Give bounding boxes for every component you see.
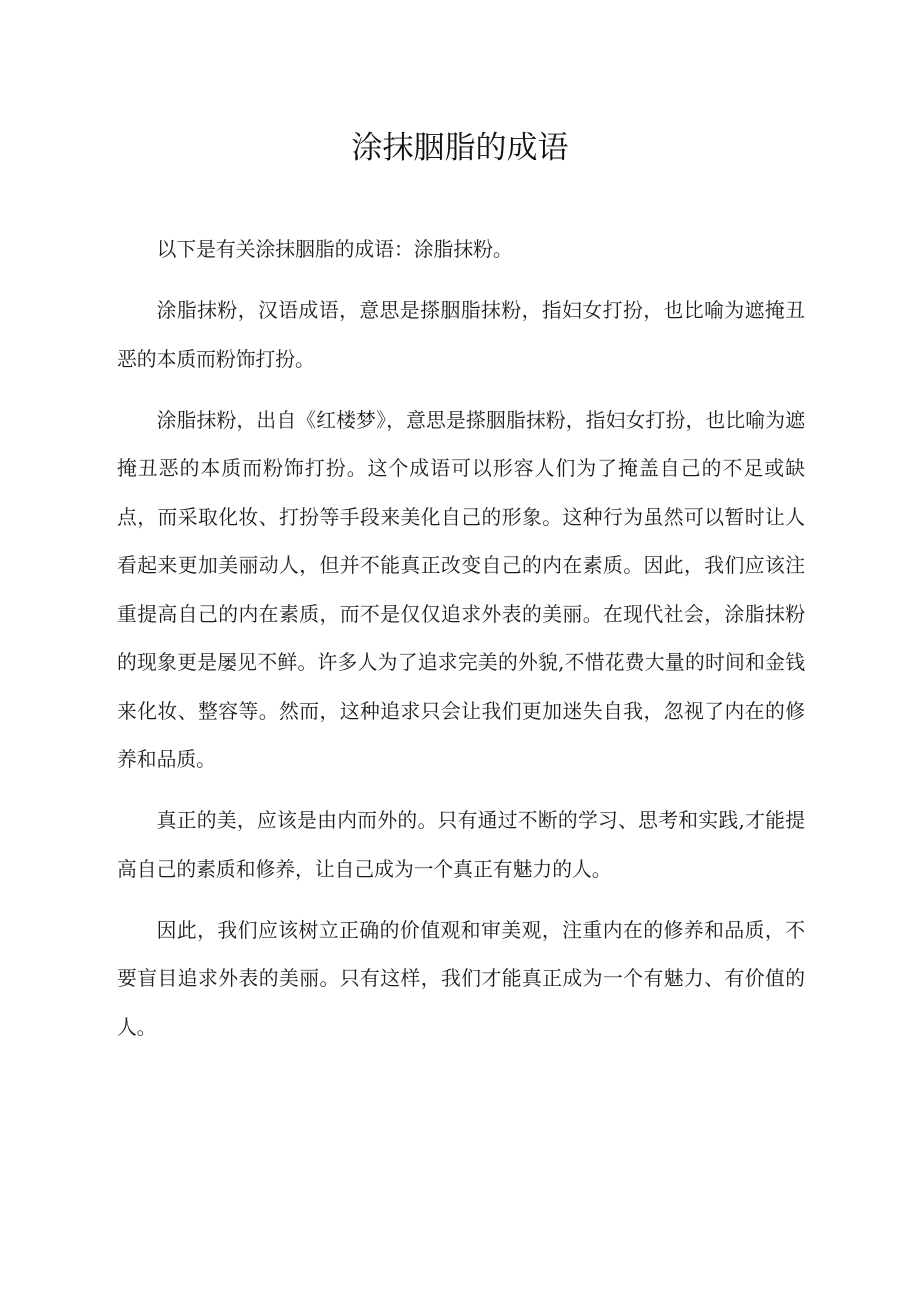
paragraph-true-beauty: 真正的美，应该是由内而外的。只有通过不断的学习、思考和实践,才能提高自己的素质和修养，让自己成为一个真正有魅力的人。 [117, 809, 805, 881]
document-title: 涂抹胭脂的成语 [351, 130, 569, 166]
paragraph-conclusion: 因此，我们应该树立正确的价值观和审美观，注重内在的修养和品质，不要盲目追求外表的美丽。只有这样，我们才能真正成为一个有魅力、有价值的人。 [117, 918, 805, 1039]
paragraph-intro: 以下是有关涂抹胭脂的成语：涂脂抹粉。 [156, 238, 513, 261]
paragraph-definition: 涂脂抹粉，汉语成语，意思是搽胭脂抹粉，指妇女打扮，也比喻为遮掩丑恶的本质而粉饰打扮。 [117, 299, 805, 371]
document-body [117, 226, 805, 1065]
paragraph-origin-explanation: 涂脂抹粉，出自《红楼梦》，意思是搽胭脂抹粉，指妇女打扮，也比喻为遮掩丑恶的本质而粉饰打扮。这个成语可以形容人们为了掩盖自己的不足或缺点，而采取化妆、打扮等手段来美化自己的形象。这种行为虽然可以暂时让人看起来更加美丽动人，但并不能真正改变自己的内在素质。因此，我们应该注重提高自己的内在素质，而不是仅仅追求外表的美丽。在现代社会，涂脂抹粉的现象更是屡见不鲜。许多人为了追求完美的外貌,不惜花费大量的时间和金钱来化妆、整容等。然而，这种追求只会让我们更加迷失自我，忽视了内在的修养和品质。 [117, 408, 805, 771]
